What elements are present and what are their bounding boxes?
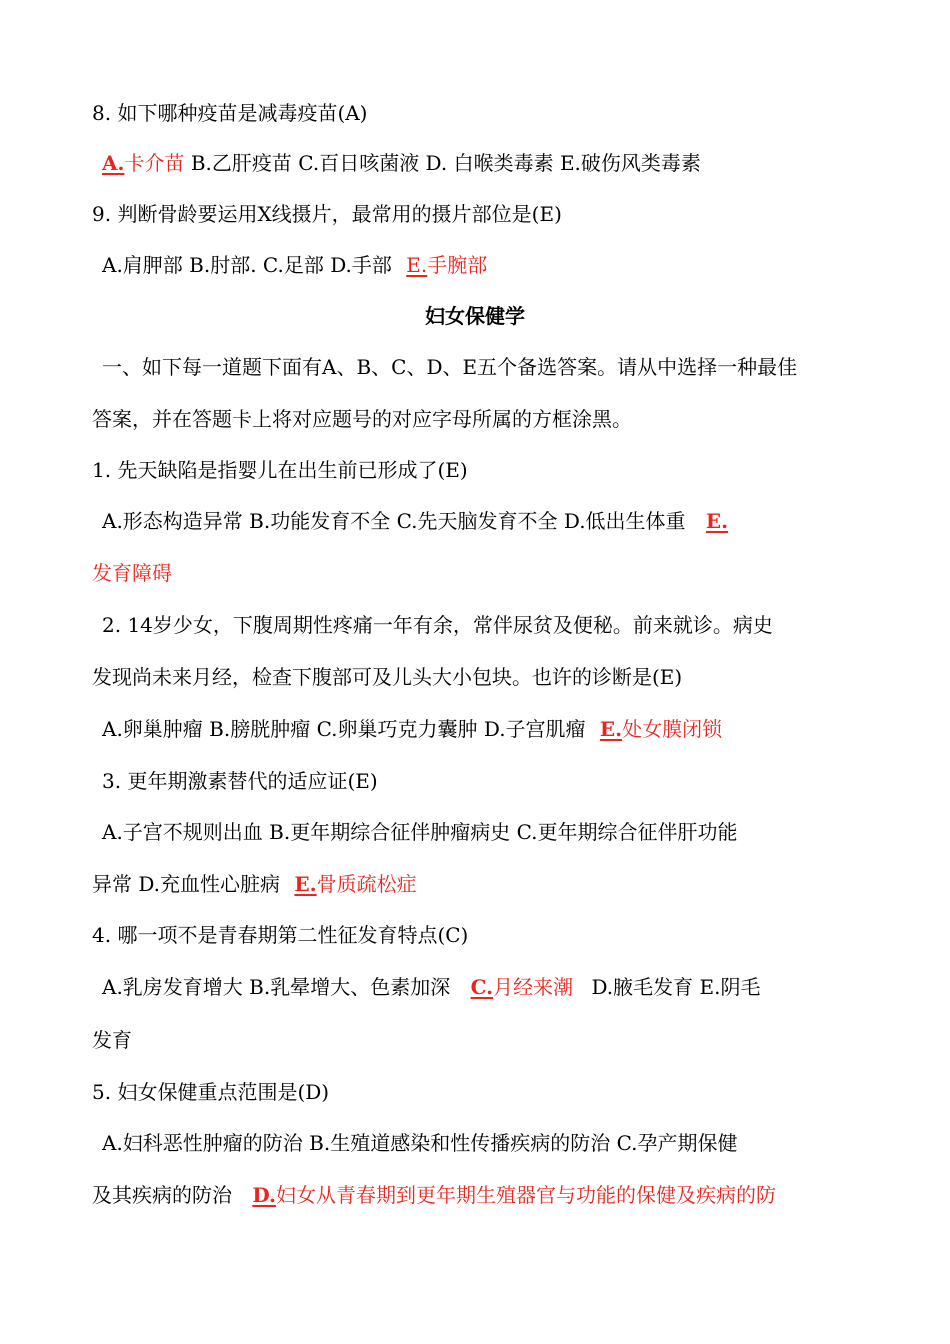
question-8-other-options: B.乙肝疫苗 C.百日咳菌液 D. 白喉类毒素 E.破伤风类毒素 bbox=[190, 151, 701, 175]
question-1-answer-letter: E. bbox=[705, 509, 729, 533]
question-8-answer-text: 卡介苗 bbox=[124, 151, 185, 175]
question-1-stem: 1. 先天缺陷是指婴儿在出生前已形成了(E) bbox=[92, 458, 468, 482]
question-4-options-continued: 发育 bbox=[92, 1028, 132, 1052]
question-2-options bbox=[102, 716, 722, 742]
question-2-stem-line-1: 2. 14岁少女，下腹周期性疼痛一年有余，常伴尿贫及便秘。前来就诊。病史 bbox=[102, 613, 773, 637]
question-4-options-a: A.乳房发育增大 B.乳晕增大、色素加深 bbox=[102, 975, 451, 999]
question-5-options-line-2 bbox=[92, 1182, 776, 1208]
instructions-line-1: 一、如下每一道题下面有A、B、C、D、E五个备选答案。请从中选择一种最佳 bbox=[102, 355, 798, 379]
question-5-stem: 5. 妇女保健重点范围是(D) bbox=[92, 1080, 330, 1104]
question-3-stem: 3. 更年期激素替代的适应证(E) bbox=[102, 769, 378, 793]
question-3-other-options: 异常 D.充血性心脏病 bbox=[92, 872, 281, 896]
question-5-other-options: 及其疾病的防治 bbox=[92, 1183, 232, 1207]
question-2-answer-text: 处女膜闭锁 bbox=[622, 717, 723, 741]
question-2-other-options: A.卵巢肿瘤 B.膀胱肿瘤 C.卵巢巧克力囊肿 D.子宫肌瘤 bbox=[102, 717, 586, 741]
question-8-answer-letter: A. bbox=[102, 151, 125, 175]
question-4-stem: 4. 哪一项不是青春期第二性征发育特点(C) bbox=[92, 923, 469, 947]
question-3-answer-letter: E. bbox=[294, 872, 317, 896]
question-9-answer-letter: E. bbox=[406, 253, 428, 277]
question-5-answer-letter: D. bbox=[252, 1183, 276, 1207]
question-8-stem: 8. 如下哪种疫苗是减毒疫苗(A) bbox=[92, 101, 368, 125]
question-3-answer-text: 骨质疏松症 bbox=[316, 872, 417, 896]
question-4-answer-text: 月经来潮 bbox=[493, 975, 574, 999]
question-9-options bbox=[102, 252, 487, 278]
question-9-answer-text: 手腕部 bbox=[427, 253, 488, 277]
question-3-options-line-1: A.子宫不规则出血 B.更年期综合征伴肿瘤病史 C.更年期综合征伴肝功能 bbox=[102, 820, 738, 844]
question-8-options bbox=[102, 150, 701, 176]
question-4-options-b: D.腋毛发育 E.阴毛 bbox=[591, 975, 761, 999]
instructions-line-2: 答案，并在答题卡上将对应题号的对应字母所属的方框涂黑。 bbox=[92, 407, 632, 431]
question-9-other-options: A.肩胛部 B.肘部. C.足部 D.手部 bbox=[102, 253, 392, 277]
question-9-stem: 9. 判断骨龄要运用X线摄片，最常用的摄片部位是(E) bbox=[92, 202, 562, 226]
question-2-answer-letter: E. bbox=[599, 717, 623, 741]
question-1-answer-text: 发育障碍 bbox=[92, 561, 172, 585]
question-5-answer-text: 妇女从青春期到更年期生殖器官与功能的保健及疾病的防 bbox=[275, 1183, 776, 1207]
question-3-options-line-2 bbox=[92, 871, 417, 897]
question-4-options bbox=[102, 974, 760, 1000]
question-1-other-options: A.形态构造异常 B.功能发育不全 C.先天脑发育不全 D.低出生体重 bbox=[102, 509, 686, 533]
question-2-stem-line-2: 发现尚未来月经，检查下腹部可及儿头大小包块。也许的诊断是(E) bbox=[92, 665, 683, 689]
question-5-options-line-1: A.妇科恶性肿瘤的防治 B.生殖道感染和性传播疾病的防治 C.孕产期保健 bbox=[102, 1131, 738, 1155]
section-title: 妇女保健学 bbox=[425, 304, 525, 328]
question-4-answer-letter: C. bbox=[470, 975, 494, 999]
question-1-options bbox=[102, 508, 728, 534]
